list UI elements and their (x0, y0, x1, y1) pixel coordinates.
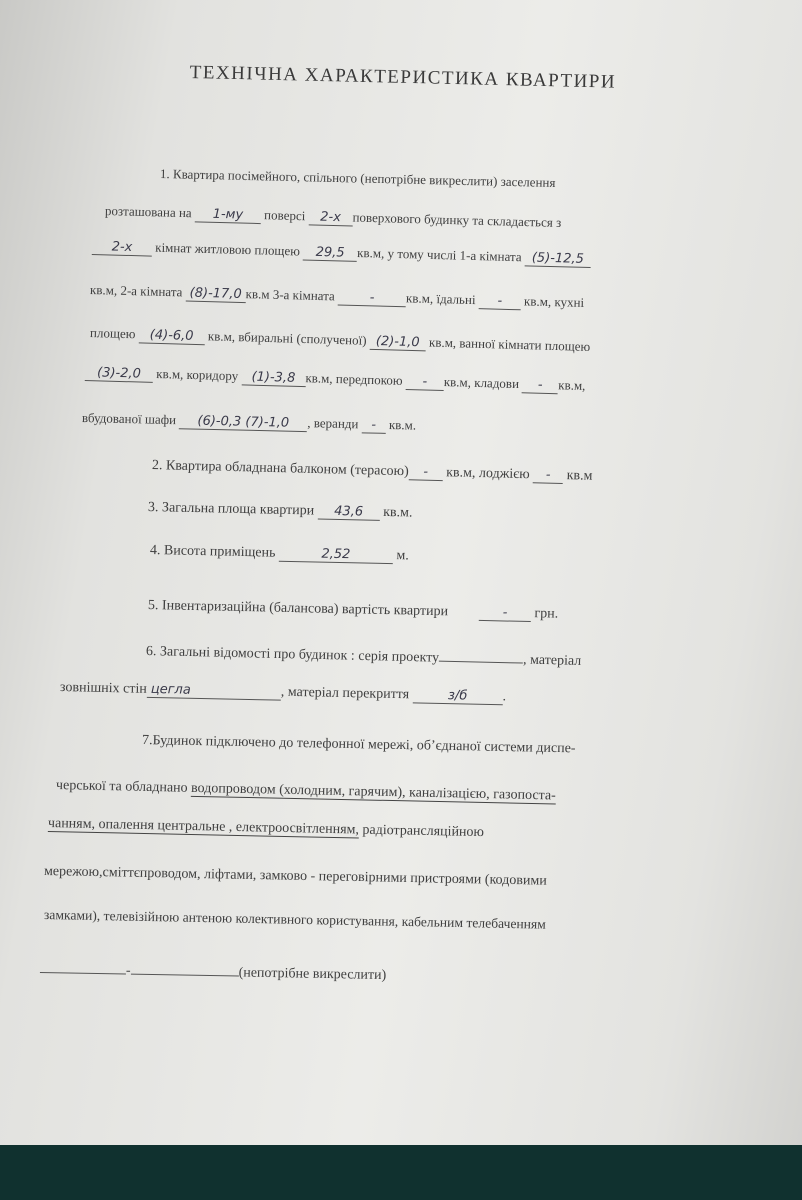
rooms-value: 2-х (92, 239, 152, 257)
s2-line: 2. Квартира обладнана балконом (терасою) - кв.м, лоджією - кв.м (151, 458, 593, 484)
kitchen-value: (4)-6,0 (138, 327, 204, 345)
s7-line-3: чанням, опалення центральне , електроосвітленням, радіотрансляційною (47, 816, 485, 841)
blank-1 (40, 960, 126, 974)
storage-value: - (522, 377, 558, 394)
living-area-value: 29,5 (303, 245, 357, 262)
s1-line-5: площею (4)-6,0 кв.м, вбиральні (сполученої) (2)-1,0 кв.м, ванної кімнати площею (89, 325, 591, 354)
floor-value: 1-му (195, 206, 261, 224)
bath-value: (3)-2,0 (85, 365, 153, 383)
closet-value: (6)-0,3 (7)-1,0 (179, 413, 307, 432)
storeys-value: 2-х (308, 209, 352, 226)
s1-line-2: розташована на 1-му поверсі 2-х поверхового будинку та складається з (104, 203, 562, 230)
height-value: 2,52 (279, 546, 393, 564)
corridor-value: (1)-3,8 (241, 369, 305, 387)
s6-line-2: зовнішніх стін цегла , матеріал перекриття з/б . (59, 680, 507, 705)
s5-line: 5. Інвентаризаційна (балансова) вартість квартири - грн. (147, 598, 559, 622)
s1-line-1: 1. Квартира посімейного, спільного (непотрібне викреслити) заселення (159, 166, 556, 190)
s1-line-4: кв.м, 2-а кімната (8)-17,0 кв.м 3-а кімната - кв.м, їдальні - кв.м, кухні (89, 282, 585, 310)
document-title: ТЕХНІЧНА ХАРАКТЕРИСТИКА КВАРТИРИ (189, 62, 617, 93)
balcony-value: - (409, 464, 443, 481)
s1-line-6: (3)-2,0 кв.м, коридору (1)-3,8 кв.м, передпокою - кв.м, кладови - кв.м, (85, 364, 586, 395)
total-area-value: 43,6 (318, 504, 380, 521)
s7-line-5: замками), телевізійною антеною колективного користування, кабельним телебаченням (43, 907, 547, 932)
room1-value: (5)-12,5 (525, 250, 591, 268)
toilet-value: (2)-1,0 (370, 334, 426, 352)
room3-value: - (338, 289, 406, 307)
veranda-value: - (361, 417, 385, 434)
s7-line-2: черської та обладнано водопроводом (холодним, гарячим), каналізацією, газопоста- (55, 778, 556, 804)
hall-value: - (406, 374, 444, 391)
s6-line-1: 6. Загальні відомості про будинок : серія проекту , матеріал (145, 644, 582, 669)
s1-line-7: вбудованої шафи (6)-0,3 (7)-1,0 , веранди - кв.м. (81, 410, 417, 433)
room2-value: (8)-17,0 (185, 286, 245, 304)
walls-value: цегла (147, 682, 281, 701)
loggia-value: - (533, 467, 563, 484)
s7-line-1: 7.Будинок підключено до телефонної мережі, об’єднаної системи диспе- (141, 733, 576, 757)
s7-line-6: - (непотрібне викреслити) (40, 960, 387, 984)
s3-line: 3. Загальна площа квартири 43,6 кв.м. (147, 500, 413, 521)
project-series-blank (439, 649, 523, 664)
blank-2 (131, 962, 239, 977)
cost-value: - (479, 605, 531, 622)
s4-line: 4. Висота приміщень 2,52 м. (149, 543, 409, 564)
dining-value: - (479, 293, 521, 310)
s7-line-4: мережою,сміттєпроводом, ліфтами, замково - переговірними пристроями (кодовими (43, 864, 547, 889)
s1-line-3: 2-х кімнат житловою площею 29,5 кв.м, у тому числі 1-а кімната (5)-12,5 (92, 238, 591, 268)
bottom-bar (0, 1145, 802, 1200)
floors-material-value: з/б (412, 687, 502, 705)
